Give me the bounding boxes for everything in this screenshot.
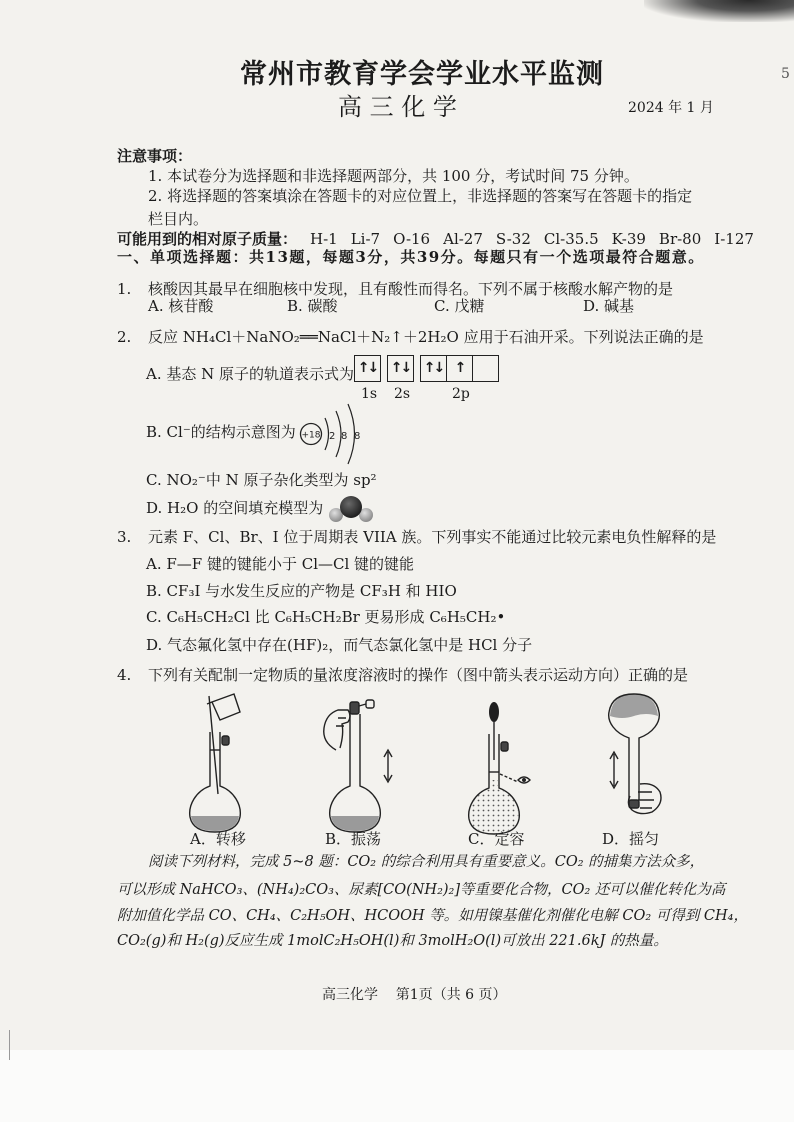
orbital-label-1s: 1s (361, 386, 378, 402)
scan-edge-line (9, 1030, 10, 1060)
exam-title: 常州市教育学会学业水平监测 (240, 59, 604, 90)
orbital-box-2p (472, 355, 499, 382)
q3-option-a: A. F—F 键的键能小于 Cl—Cl 键的键能 (146, 555, 415, 573)
atomic-mass: Cl-35.5 (543, 230, 599, 248)
orbital-diagram (354, 355, 504, 405)
exam-subtitle: 高 三 化 学 (338, 93, 457, 121)
figure-mixing (594, 688, 680, 836)
figure-transfer (176, 690, 260, 836)
q3-option-d: D. 气态氟化氢中存在(HF)₂，而气态氯化氢中是 HCl 分子 (146, 636, 533, 654)
figure-caption-c: C．定容 (468, 830, 525, 848)
figure-caption-d: D．摇匀 (602, 830, 660, 848)
q2-number: 2. (117, 328, 132, 346)
orbital-box-2p: ↑↓ (420, 355, 447, 382)
note-item-2: 2. 将选择题的答案填涂在答题卡的对应位置上，非选择题的答案写在答题卡的指定 (148, 187, 693, 205)
volumetric-flask (330, 714, 381, 832)
hand-fingers (336, 718, 346, 726)
chloride-ion-structure-diagram (298, 399, 370, 469)
eye-pupil (522, 778, 526, 782)
figure-caption-a: A．转移 (190, 830, 246, 848)
note-item-1: 1. 本试卷分为选择题和非选择题两部分，共 100 分，考试时间 75 分钟。 (148, 167, 639, 185)
flask-stopper (501, 742, 508, 751)
note-item-2-continued: 栏目内。 (148, 210, 209, 228)
nucleus-charge: +18 (301, 430, 321, 441)
scan-shadow (644, 0, 794, 22)
notes-heading: 注意事项： (117, 147, 193, 165)
q2-option-a: A. 基态 N 原子的轨道表示式为 (146, 365, 355, 383)
reading-line: CO₂(g)和 H₂(g)反应生成 1molC₂H₅OH(l)和 3molH₂O(l)可放出 221.6kJ 的热量。 (117, 933, 668, 949)
q1-option-d: D. 碱基 (583, 297, 635, 315)
q1-number: 1. (117, 280, 132, 298)
hand (628, 784, 661, 814)
reading-line: 阅读下列材料，完成 5~8 题：CO₂ 的综合利用具有重要意义。CO₂ 的捕集方法众多， (148, 854, 705, 870)
reading-line: 可以形成 NaHCO₃、(NH₄)₂CO₃、尿素[CO(NH₂)₂]等重要化合物，CO₂ 还可以催化转化为高 (117, 882, 726, 898)
q2-option-d: D. H₂O 的空间填充模型为 (146, 499, 324, 517)
q2-option-c: C. NO₂⁻中 N 原子杂化类型为 sp² (146, 471, 377, 489)
beaker (212, 694, 240, 720)
atomic-mass: O-16 (393, 230, 431, 248)
hand (324, 710, 350, 750)
atomic-mass: H-1 (310, 230, 338, 248)
orbital-box-2s: ↑↓ (387, 355, 414, 382)
atomic-mass: K-39 (611, 230, 646, 248)
atomic-mass: Al-27 (443, 230, 483, 248)
orbital-box-2p: ↑ (446, 355, 473, 382)
q4-stem: 下列有关配制一定物质的量浓度溶液时的操作（图中箭头表示运动方向）正确的是 (148, 666, 689, 684)
q1-option-a: A. 核苷酸 (148, 297, 214, 315)
dropper-bulb (489, 702, 499, 722)
reading-line: 附加值化学品 CO、CH₄、C₂H₅OH、HCOOH 等。如用镍基催化剂催化电解 CO₂ 可得到 CH₄， (117, 908, 748, 924)
q3-number: 3. (117, 528, 132, 546)
exam-date: 2024 年 1 月 (628, 100, 714, 116)
flask-stopper (629, 800, 639, 808)
q2-stem: 反应 NH₄Cl＋NaNO₂══NaCl＋N₂↑＋2H₂O 应用于石油开采。下列说法正确的是 (148, 328, 704, 346)
orbital-label-2p: 2p (452, 386, 470, 402)
figure-constant-volume (456, 688, 538, 836)
edge-mark: 5 (781, 66, 790, 82)
atomic-masses-label: 可能用到的相对原子质量： (117, 230, 298, 248)
electron-shell-arc (325, 418, 329, 450)
atomic-mass: Br-80 (658, 230, 702, 248)
page-footer: 高三化学 第1页（共 6 页） (322, 987, 507, 1003)
flask-stopper (350, 702, 359, 714)
solution (470, 780, 519, 833)
figure-shaking (314, 690, 400, 836)
shell-electron-count: 2 (329, 431, 336, 442)
stopper-handle (366, 700, 374, 708)
oxygen-atom (340, 496, 362, 518)
q4-number: 4. (117, 666, 132, 684)
atomic-mass: S-32 (495, 230, 531, 248)
figure-caption-b: B．振荡 (325, 830, 382, 848)
q1-option-b: B. 碳酸 (287, 297, 338, 315)
q2-option-b: B. Cl⁻的结构示意图为 (146, 423, 296, 441)
q1-option-c: C. 戊糖 (434, 297, 485, 315)
q1-stem: 核酸因其最早在细胞核中发现，且有酸性而得名。下列不属于核酸水解产物的是 (148, 280, 674, 298)
q3-option-b: B. CF₃I 与水发生反应的产物是 CF₃H 和 HIO (146, 582, 457, 600)
sight-line (500, 774, 518, 782)
atomic-mass: Li-7 (350, 230, 381, 248)
stopper-link (359, 704, 366, 706)
atomic-mass: I-127 (714, 230, 754, 248)
section-one-heading: 一、单项选择题：共13题，每题3分，共39分。每题只有一个选项最符合题意。 (117, 248, 705, 266)
atomic-masses (117, 230, 754, 249)
orbital-label-2s: 2s (394, 386, 411, 402)
shell-electron-count: 8 (354, 431, 361, 442)
page-margin (0, 1050, 794, 1122)
flask-stopper (222, 736, 229, 745)
shell-electron-count: 8 (341, 431, 348, 442)
hand-fingers (638, 792, 654, 808)
q3-option-c: C. C₆H₅CH₂Cl 比 C₆H₅CH₂Br 更易形成 C₆H₅CH₂• (146, 608, 506, 626)
orbital-box-1s: ↑↓ (354, 355, 381, 382)
h2o-space-filling-model (328, 493, 374, 525)
q3-stem: 元素 F、Cl、Br、I 位于周期表 VIIA 族。下列事实不能通过比较元素电负性解释的是 (148, 528, 717, 546)
